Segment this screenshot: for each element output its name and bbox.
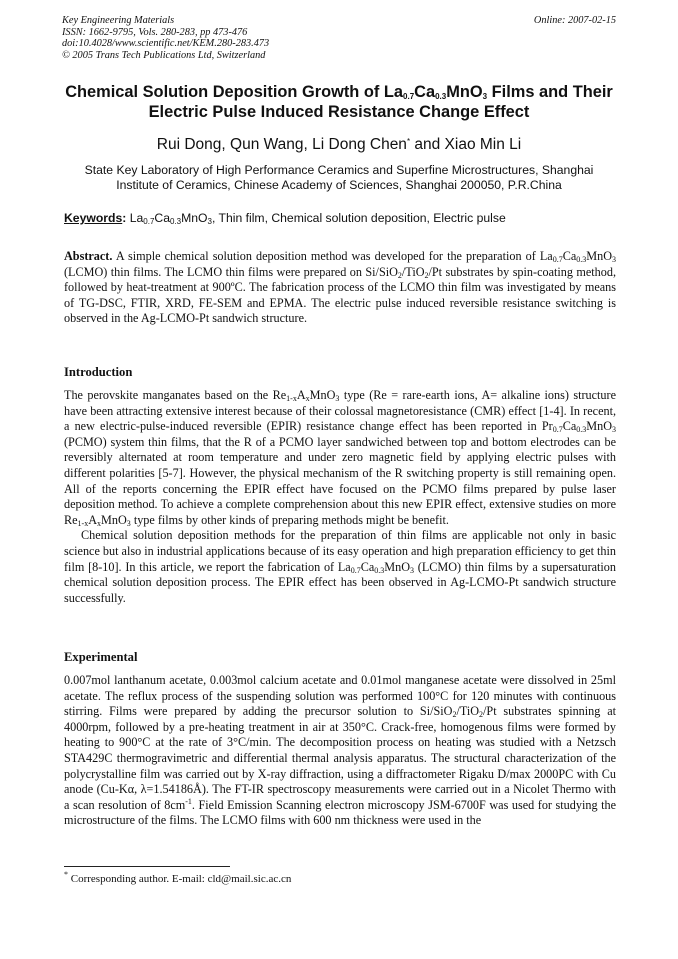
affiliation: State Key Laboratory of High Performance Ceramics and Superfine Microstructures, Shanghai Institute of Ceramics, Chinese Academy of Sciences, Shanghai 200050, P.R.China xyxy=(84,163,594,192)
paper-title: Chemical Solution Deposition Growth of $La_{0.7}Ca_{0.3}MnO_3$ Films and Their Electric Pulse Induced Resistance Change Effect xyxy=(65,83,613,121)
footnote-rule xyxy=(64,866,230,867)
online-date: Online: 2007-02-15 xyxy=(533,15,616,26)
abstract-label: Abstract. xyxy=(64,249,113,263)
doi-line: doi:10.4028/www.scientific.net/KEM.280-283.473 xyxy=(62,38,270,50)
journal-name: Key Engineering Materials xyxy=(62,15,175,26)
copyright-line: © 2005 Trans Tech Publications Ltd, Switzerland xyxy=(62,49,266,61)
footnote: * Corresponding author. E-mail: cld@mail.sic.ac.cn xyxy=(64,870,292,885)
intro-paragraph-1: The perovskite manganates based on the $Re_{1-x}A_xMnO_3$ type (Re = rare-earth ions, A= alkaline ions) structure have been attracting extensive interest because of their colossal magnetoresistance (CMR) effect [1-4]. In recent, a new electric-pulse-induced reversible (EPIR) resistance change effect has been reported in $Pr_{0.7}Ca_{0.3}MnO_3$ (PCMO) system thin films, that the R of a PCMO layer sandwiched between top and bottom electrodes can be reversibly alternated at room temperature and under zero magnetic field by applying electric pulses with different polarities [5-7]. However, the physical mechanism of the R switching property is still remaining open. All of the reports concerning the EPIR effect have focused on the PCMO films prepared by pulse laser deposition method. To achieve a complete comprehension about this new EPIR effect, extensive studies on more $Re_{1-x}A_xMnO_3$ type films by other kinds of preparing methods might be benefit. xyxy=(64,388,616,528)
abstract: Abstract. A simple chemical solution deposition method was developed for the preparation of $La_{0.7}Ca_{0.3}MnO_3$ (LCMO) thin films. The LCMO thin films were prepared on Si/SiO$_2$/TiO$_2$/Pt substrates by spin-coating method, followed by heat-treatment at 900ºC. The fabrication process of the LCMO thin film was investigated by means of TG-DSC, FTIR, XRD, FE-SEM and EPMA. The electric pulse induced reversible resistance switching is observed in the Ag-LCMO-Pt sandwich structure. xyxy=(64,249,616,326)
intro-paragraph-2: Chemical solution deposition methods for the preparation of thin films are applicable not only in basic science but also in industrial applications because of its easy operation and high preparation efficiency to get thin film [8-10]. In this article, we report the fabrication of $La_{0.7}Ca_{0.3}MnO_3$ (LCMO) thin films by a supersaturation chemical solution deposition process. The EPIR effect has been observed in Ag-LCMO-Pt sandwich structure successfully. xyxy=(64,528,616,605)
keywords: Keywords: $La_{0.7}Ca_{0.3}MnO_3$, Thin film, Chemical solution deposition, Electric pulse xyxy=(64,211,506,226)
introduction-body xyxy=(64,388,616,606)
author-list: Rui Dong, Qun Wang, Li Dong Chen* and Xiao Min Li xyxy=(156,136,522,153)
corresponding-mark: * xyxy=(406,137,411,146)
journal-header xyxy=(62,15,616,61)
keywords-label: Keywords xyxy=(64,211,123,225)
introduction-heading: Introduction xyxy=(64,365,133,379)
experimental-body: 0.007mol lanthanum acetate, 0.003mol calcium acetate and 0.01mol manganese acetate were dissolved in 25ml acetate. The reflux process of the suspending solution was performed 100°C for 120 minutes with continuous stirring. Films were prepared by adding the precursor solution to Si/SiO$_2$/TiO$_2$/Pt substrates spinning at 4000rpm, followed by a pre-heating treatment in air at 350°C. Crack-free, homogenous films were formed by heating to 900°C at the rate of 3°C/min. The decomposition process on heating was studied with a Netzsch STA429C thermogravimetric and differential thermal analysis apparatus. The structural characterization of the polycrystalline film was carried out by X-ray diffraction, using a diffractometer Rigaku D/max 2000PC with Cu anode (Cu-Kα, λ=1.54186Å). The FT-IR spectroscopy measurements were carried out in a Nicolet Thermo with a scan resolution of $8cm^{-1}$. Field Emission Scanning electron microscopy JSM-6700F was used for studying the microstructure of the films. The LCMO films with 600 nm thickness were used in the xyxy=(64,673,616,828)
issn-line: ISSN: 1662-9795, Vols. 280-283, pp 473-476 xyxy=(62,26,248,38)
experimental-heading: Experimental xyxy=(64,650,138,664)
